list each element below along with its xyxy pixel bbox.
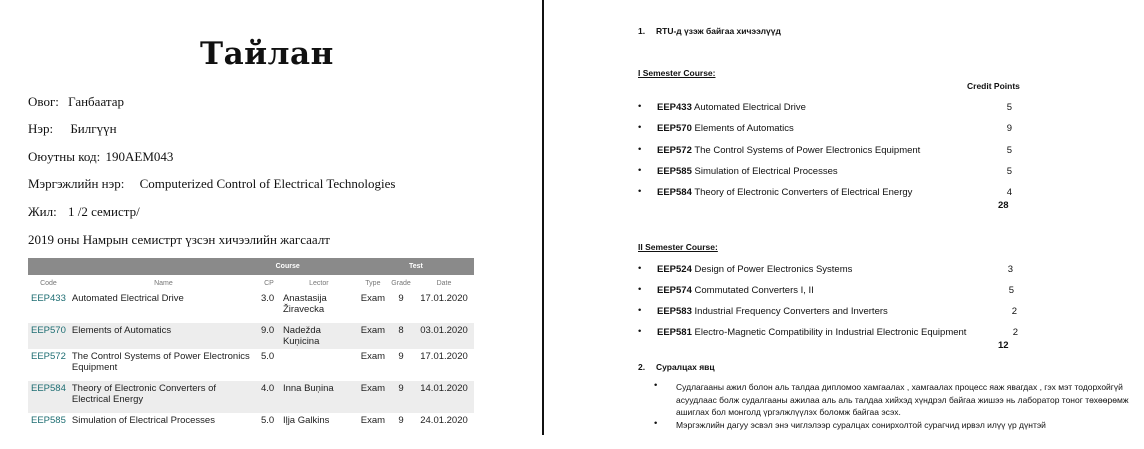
course-name: The Control Systems of Power Electronics Equipment xyxy=(71,351,250,373)
course-cp: 5.0 xyxy=(260,415,275,426)
course-cp: 5.0 xyxy=(260,351,275,362)
course-lector xyxy=(280,349,358,381)
list-item xyxy=(657,123,794,134)
field-value: 190AEM043 xyxy=(105,149,174,164)
col-name-header: Name xyxy=(69,275,258,291)
course-type: Exam xyxy=(360,293,386,304)
course-code: EEP585 xyxy=(657,166,692,177)
course-grade: 8 xyxy=(388,323,414,349)
bullet-icon: • xyxy=(654,418,658,429)
page-divider xyxy=(542,0,544,435)
course-code: EEP581 xyxy=(657,327,692,338)
table-row xyxy=(28,291,474,323)
credit-points: 9 xyxy=(1006,123,1012,134)
credit-points: 5 xyxy=(1006,166,1012,177)
course-code: EEP433 xyxy=(657,102,692,113)
credit-points: 3 xyxy=(1007,264,1013,275)
section-1-number: 1. xyxy=(638,26,646,36)
course-list-subtitle: 2019 оны Намрын семистрт үзсэн хичээлийн жагсаалт xyxy=(28,232,330,247)
course-cp: 3.0 xyxy=(260,293,275,304)
course-name: Automated Electrical Drive xyxy=(71,293,184,304)
course-date: 24.01.2020 xyxy=(420,415,468,426)
course-table xyxy=(28,258,474,434)
course-name: Commutated Converters I, II xyxy=(694,285,814,296)
field-name xyxy=(28,121,117,137)
course-date: 03.01.2020 xyxy=(414,323,474,349)
list-item xyxy=(657,327,966,338)
course-code: EEP572 xyxy=(657,145,692,156)
field-year xyxy=(28,204,140,220)
credit-points-label: Credit Points xyxy=(967,81,1020,91)
course-type: Exam xyxy=(360,351,386,362)
field-major xyxy=(28,176,395,192)
field-label: Нэр: xyxy=(28,121,54,136)
course-code: EEP585 xyxy=(31,415,66,426)
course-code: EEP584 xyxy=(657,187,692,198)
course-code: EEP524 xyxy=(657,264,692,275)
list-item xyxy=(657,187,912,198)
course-code: EEP572 xyxy=(31,351,66,362)
course-name: Automated Electrical Drive xyxy=(694,102,806,113)
table-row xyxy=(28,323,474,349)
credit-points: 2 xyxy=(1011,306,1017,317)
course-name: Design of Power Electronics Systems xyxy=(694,264,853,275)
course-grade: 9 xyxy=(398,415,404,426)
table-row xyxy=(28,381,474,413)
list-item xyxy=(657,285,814,296)
course-name: Theory of Electronic Converters of Electrical Energy xyxy=(694,187,913,198)
bullet-icon: • xyxy=(638,122,642,133)
course-code: EEP574 xyxy=(657,285,692,296)
course-type: Exam xyxy=(360,415,386,426)
section-2-heading: Суралцах явц xyxy=(656,362,715,372)
course-name: Elements of Automatics xyxy=(69,323,258,349)
semester-2-title: II Semester Course: xyxy=(638,242,718,252)
credit-points: 5 xyxy=(1008,285,1014,296)
bullet-icon: • xyxy=(638,165,642,176)
field-surname xyxy=(28,94,124,110)
course-code: EEP433 xyxy=(31,293,66,304)
list-item xyxy=(657,264,852,275)
semester-1-total: 28 xyxy=(998,200,1009,211)
field-label: Жил: xyxy=(28,204,57,219)
section-1-heading: RTU-д үзэж байгаа хичээлүүд xyxy=(656,26,781,36)
credit-points: 2 xyxy=(1012,327,1018,338)
credit-points: 5 xyxy=(1006,102,1012,113)
bullet-icon: • xyxy=(638,263,642,274)
course-name: Electro-Magnetic Compatibility in Industrial Electronic Equipment xyxy=(694,327,967,338)
rtu-page xyxy=(546,0,1144,449)
bullet-icon: • xyxy=(638,284,642,295)
course-name: Simulation of Electrical Processes xyxy=(71,415,215,426)
course-date: 14.01.2020 xyxy=(414,381,474,413)
course-type: Exam xyxy=(358,323,388,349)
bullet-icon: • xyxy=(638,186,642,197)
table-group-header xyxy=(28,258,474,275)
table-column-header xyxy=(28,275,474,291)
course-grade: 9 xyxy=(398,351,404,362)
list-item xyxy=(657,306,888,317)
progress-paragraph-1: Судлагааны ажил болон аль талдаа дипломоо хамгаалах , хамгаалах процесс яаж явагдах , гэх мэт тодорхойгүй асуудлаас болж судалгааны ажилаа аль аль талдаа хийхэд хүндрэл байгаа жишээ нь лаборатор тоног төхөөрөмж ашиглах бол монголд үргэлжлүүлэх боломж байгаа эсэх. xyxy=(676,382,1129,417)
bullet-icon: • xyxy=(638,326,642,337)
list-item xyxy=(657,102,806,113)
course-code: EEP570 xyxy=(657,123,692,134)
credit-points: 5 xyxy=(1006,145,1012,156)
credit-points: 4 xyxy=(1006,187,1012,198)
course-grade: 9 xyxy=(398,293,404,304)
course-cp: 9.0 xyxy=(258,323,280,349)
col-grade-header: Grade xyxy=(388,275,414,291)
field-value: Билгүүн xyxy=(70,121,117,136)
col-lector-header: Lector xyxy=(280,275,358,291)
course-code: EEP584 xyxy=(28,381,69,413)
course-name: Theory of Electronic Converters of Electrical Energy xyxy=(69,381,258,413)
course-lector: Iļja Galkins xyxy=(282,415,330,426)
table-row xyxy=(28,413,474,434)
report-title: Тайлан xyxy=(200,36,334,72)
field-value: Computerized Control of Electrical Technologies xyxy=(139,176,396,191)
semester-1-title: I Semester Course: xyxy=(638,68,716,78)
bullet-icon: • xyxy=(638,144,642,155)
course-lector: Nadežda Kuņicina xyxy=(280,323,358,349)
col-date-header: Date xyxy=(414,275,474,291)
semester-2-total: 12 xyxy=(998,340,1009,351)
field-label: Овог: xyxy=(28,94,59,109)
progress-paragraph-2: Мэргэжлийн дагуу эсвэл энэ чиглэлээр суралцах сонирхолтой сурагчид ирвэл илүү үр дүнтэй xyxy=(676,420,1046,430)
course-code: EEP583 xyxy=(657,306,692,317)
bullet-icon: • xyxy=(638,305,642,316)
bullet-icon: • xyxy=(654,380,658,391)
course-name: Industrial Frequency Converters and Inverters xyxy=(694,306,888,317)
course-type: Exam xyxy=(358,381,388,413)
table-row xyxy=(28,349,474,381)
bullet-icon: • xyxy=(638,101,642,112)
course-lector: Anastasija Žiravecka xyxy=(282,293,327,315)
field-label: Оюутны код: xyxy=(28,149,101,164)
course-name: Elements of Automatics xyxy=(694,123,794,134)
course-date: 17.01.2020 xyxy=(420,351,468,362)
course-name: Simulation of Electrical Processes xyxy=(694,166,838,177)
course-code: EEP570 xyxy=(28,323,69,349)
list-item xyxy=(657,145,920,156)
col-code-header: Code xyxy=(28,275,69,291)
report-page xyxy=(0,0,540,449)
field-label: Мэргэжлийн нэр: xyxy=(28,176,125,191)
list-item xyxy=(657,166,838,177)
course-date: 17.01.2020 xyxy=(420,293,468,304)
field-student-code xyxy=(28,149,173,165)
section-2-number: 2. xyxy=(638,362,646,372)
col-cp-header: CP xyxy=(258,275,280,291)
course-group-header: Course xyxy=(28,258,358,275)
course-grade: 9 xyxy=(388,381,414,413)
course-cp: 4.0 xyxy=(258,381,280,413)
test-group-header: Test xyxy=(358,258,474,275)
field-value: Ганбаатар xyxy=(68,94,124,109)
course-lector: Inna Buņina xyxy=(280,381,358,413)
col-type-header: Type xyxy=(358,275,388,291)
field-value: 1 /2 семистр/ xyxy=(67,204,140,219)
course-name: The Control Systems of Power Electronics Equipment xyxy=(694,145,921,156)
